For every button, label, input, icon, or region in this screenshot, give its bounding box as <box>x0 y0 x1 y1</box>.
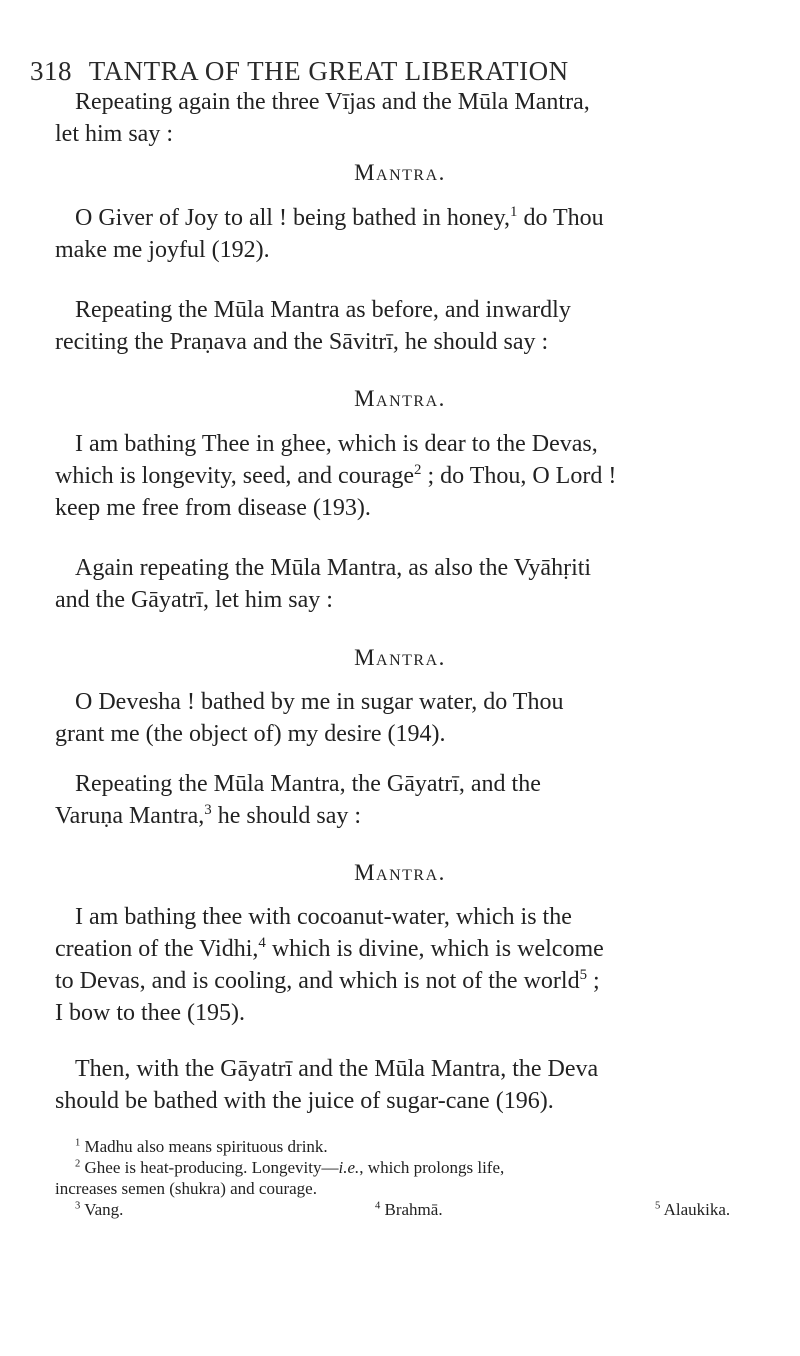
running-header <box>30 56 790 87</box>
footnote-ref-3: 3 <box>204 802 212 818</box>
mantra-heading-4: Mantra. <box>354 860 446 885</box>
paragraph-9: Then, with the Gāyatrī and the Mūla Mantra, the Deva should be bathed with the juice of sugar-cane (196). <box>55 1056 599 1114</box>
mantra-heading-2: Mantra. <box>354 386 446 411</box>
footnote-ref-1: 1 <box>510 204 518 220</box>
footnote-3: $^3$ Vang. <box>75 1200 124 1219</box>
paragraph-6: O Devesha ! bathed by me in sugar water, do Thou grant me (the object of) my desire (194). <box>55 689 564 747</box>
paragraph-3: Repeating the Mūla Mantra as before, and inwardly reciting the Praṇava and the Sāvitrī, he should say : <box>55 297 571 355</box>
paragraph-4: I am bathing Thee in ghee, which is dear to the Devas, which is longevity, seed, and courage$^2$ ; do Thou, O Lord ! keep me free from disease (193). <box>55 431 617 521</box>
footnote-5: $^5$ Alaukika. <box>655 1200 731 1219</box>
paragraph-2: O Giver of Joy to all ! being bathed in honey,$^1$ do Thou make me joyful (192). <box>55 204 604 263</box>
mantra-heading-1: Mantra. <box>354 160 446 185</box>
paragraph-7: Repeating the Mūla Mantra, the Gāyatrī, and the Varuṇa Mantra,$^3$ he should say : <box>55 771 541 829</box>
footnote-ref-2: 2 <box>414 462 422 478</box>
footnote-2-continued: increases semen (shukra) and courage. <box>55 1179 317 1198</box>
paragraph-1: Repeating again the three Vījas and the Mūla Mantra, let him say : <box>55 89 590 147</box>
running-title: TANTRA OF THE GREAT LIBERATION <box>88 56 569 86</box>
footnote-4: $^4$ Brahmā. <box>375 1200 443 1219</box>
footnote-1: $^1$ Madhu also means spirituous drink. <box>75 1137 328 1156</box>
page-number: 318 <box>30 56 72 86</box>
mantra-heading-3: Mantra. <box>354 645 446 670</box>
footnotes-3-4-5 <box>55 1199 785 1220</box>
paragraph-8: I am bathing thee with cocoanut-water, which is the creation of the Vidhi,$^4$ which is divine, which is welcome to Devas, and is cooling, and which is not of the world$^5$ ; I bow to thee (195). <box>55 904 604 1026</box>
footnote-ref-4: 4 <box>258 935 266 951</box>
footnotes <box>55 1136 785 1220</box>
paragraph-5: Again repeating the Mūla Mantra, as also the Vyāhṛiti and the Gāyatrī, let him say : <box>55 555 592 613</box>
footnote-ref-5: 5 <box>579 967 588 983</box>
footnote-2: $^2$ Ghee is heat-producing. Longevity—i.e., which prolongs life, <box>75 1158 505 1177</box>
